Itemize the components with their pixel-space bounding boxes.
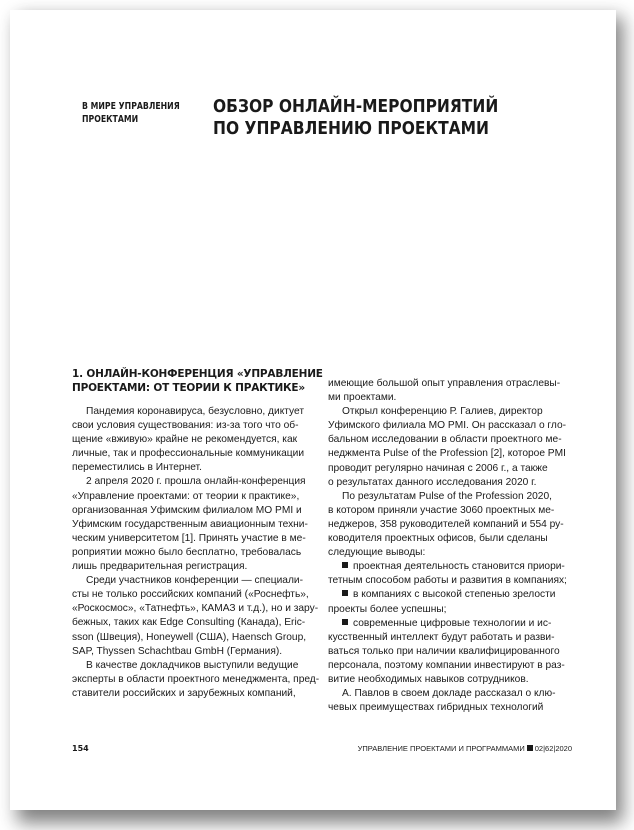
issue-number: 02|62|2020 xyxy=(534,744,572,753)
square-bullet-icon xyxy=(342,619,348,625)
paragraph: 2 апреля 2020 г. прошла онлайн-конференция «Управление проектами: от теории к практике», организованная Уфимским филиалом МО PMI и Уфимским государственным авиационным техни- ческим университетом [1]. Принять участие в ме- роприятии можно было бесплатно, требовалась лишь предварительная регистрация. xyxy=(72,476,308,573)
right-column xyxy=(328,377,584,715)
bullet-item xyxy=(328,617,584,687)
document-page xyxy=(10,10,616,810)
journal-name: УПРАВЛЕНИЕ ПРОЕКТАМИ И ПРОГРАММАМИ xyxy=(357,744,525,753)
bullet-text: проектная деятельность становится приори- тетным способом работы и развития в компаниях; xyxy=(328,561,567,587)
paragraph: По результатам Pulse of the Profession 2020, в котором приняли участие 3060 проектных ме- неджеров, 358 руководителей компаний и 554 ру- ководителя проектных офисов, были сделаны следующие выводы: xyxy=(328,490,564,559)
paragraph: А. Павлов в своем докладе рассказал о клю- чевых преимуществах гибридных технологий xyxy=(328,688,556,714)
square-bullet-icon xyxy=(342,590,348,596)
section-tag: В МИРЕ УПРАВЛЕНИЯ ПРОЕКТАМИ xyxy=(82,101,180,125)
left-column xyxy=(72,367,328,701)
bullet-item xyxy=(328,560,584,588)
article-title: ОБЗОР ОНЛАЙН-МЕРОПРИЯТИЙ ПО УПРАВЛЕНИЮ ПРОЕКТАМИ xyxy=(213,96,499,139)
square-separator-icon xyxy=(527,745,533,751)
paragraph: Среди участников конференции — специали- сты не только российских компаний («Роснефть», «Роскосмос», «Татнефть», КАМАЗ и т.д.), но и зару- бежных, таких как Edge Consulting (Канада), Eric- sson (Швеция), Honeywell (США), Haensch Group, SAP, Thyssen Schachtbau GmbH (Германия). xyxy=(72,575,319,657)
bullet-item xyxy=(328,588,584,616)
bullet-text: современные цифровые технологии и ис- кусственный интеллект будут работать и разви- ваться только при наличии квалифицированного персонала, поэтому компании инвестируют в раз- витие необходимых навыков сотрудников. xyxy=(328,617,565,685)
square-bullet-icon xyxy=(342,562,348,568)
paragraph: Пандемия коронавируса, безусловно, диктует свои условия существования: из-за того что об- щение «вживую» крайне не рекомендуется, как личные, так и профессиональные коммуникации переместились в Интернет. xyxy=(72,406,305,474)
paragraph: В качестве докладчиков выступили ведущие эксперты в области проектного менеджмента, пред- ставители российских и зарубежных компаний, xyxy=(72,659,320,699)
running-footer xyxy=(358,744,572,753)
paragraph: Открыл конференцию Р. Галиев, директор Уфимского филиала МО PMI. Он рассказал о гло- бальном исследовании в области проектного ме- неджмента Pulse of the Profession [2], которое PMI проводит регулярно начиная с 2006 г., а также о результатах данного исследования 2020 г. xyxy=(328,406,567,488)
section-heading: 1. ОНЛАЙН-КОНФЕРЕНЦИЯ «УПРАВЛЕНИЕ ПРОЕКТАМИ: ОТ ТЕОРИИ К ПРАКТИКЕ» xyxy=(72,368,323,394)
bullet-text: в компаниях с высокой степенью зрелости проекты более успешны; xyxy=(328,589,556,615)
paragraph-continued: имеющие большой опыт управления отраслевы- ми проектами. xyxy=(328,378,561,404)
page-number: 154 xyxy=(72,744,89,753)
